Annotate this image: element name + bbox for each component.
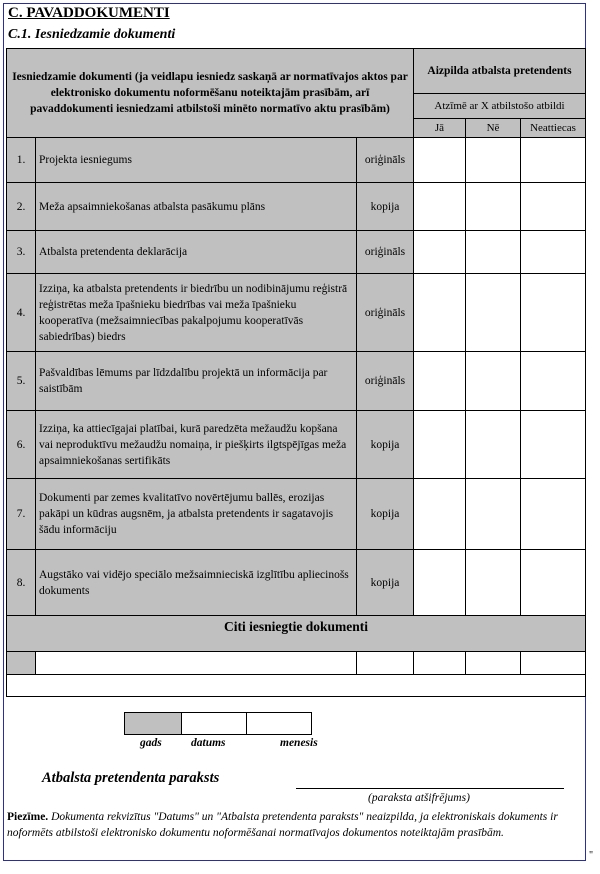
row-num-text: 1. bbox=[16, 154, 26, 166]
row-2-ja-checkbox[interactable] bbox=[413, 182, 466, 231]
row-7-neattiecas-checkbox[interactable] bbox=[520, 478, 586, 550]
row-5-ne-checkbox[interactable] bbox=[465, 351, 521, 411]
row-num-text: 7. bbox=[16, 508, 26, 520]
col-ne-label: Nē bbox=[486, 122, 500, 134]
row-3-type bbox=[356, 230, 414, 274]
row-type-text: oriģināls bbox=[364, 154, 406, 166]
signature-line[interactable] bbox=[296, 788, 564, 789]
row-6-num bbox=[6, 410, 36, 479]
row-desc-text: Projekta iesniegums bbox=[39, 154, 132, 166]
row-8-ja-checkbox[interactable] bbox=[413, 549, 466, 616]
row-3-ja-checkbox[interactable] bbox=[413, 230, 466, 274]
row-type-text: kopija bbox=[370, 200, 400, 213]
date-gads-label: gads bbox=[140, 737, 162, 749]
section-title: C. PAVADDOKUMENTI bbox=[8, 5, 170, 21]
row-type-text: kopija bbox=[370, 438, 400, 451]
citi-row-neattiecas-checkbox[interactable] bbox=[520, 651, 586, 675]
col-ja-label: Jā bbox=[434, 122, 445, 134]
col-ja-header bbox=[413, 118, 466, 138]
row-1-ja-checkbox[interactable] bbox=[413, 137, 466, 183]
row-2-desc bbox=[35, 182, 357, 231]
row-4-num bbox=[6, 273, 36, 352]
row-2-ne-checkbox[interactable] bbox=[465, 182, 521, 231]
row-type-text: kopija bbox=[370, 576, 400, 589]
citi-row-num bbox=[6, 651, 36, 675]
row-desc-text: Meža apsaimniekošanas atbalsta pasākumu plāns bbox=[39, 200, 266, 213]
row-1-type bbox=[356, 137, 414, 183]
row-desc-text: Dokumenti par zemes kvalitatīvo novērtējumu ballēs, erozijas pakāpi un kūdras augsnēm, ja atbalsta pretendents ir sagatavojis šādu informāciju bbox=[39, 492, 334, 536]
row-5-type bbox=[356, 351, 414, 411]
row-5-ja-checkbox[interactable] bbox=[413, 351, 466, 411]
row-1-desc bbox=[35, 137, 357, 183]
col-ne-header bbox=[465, 118, 521, 138]
section-subtitle: C.1. Iesniedzamie dokumenti bbox=[8, 27, 176, 42]
header-main-text: Iesniedzamie dokumenti (ja veidlapu iesniedz saskaņā ar normatīvajos aktos par elektronisko dokumentu noformēšanu noteiktajām prasībām, arī pavaddokumenti iesniedzami atbilstoši minēto normatīvo aktu prasībām) bbox=[12, 71, 408, 115]
signature-label: Atbalsta pretendenta paraksts bbox=[42, 770, 220, 786]
row-3-num bbox=[6, 230, 36, 274]
note bbox=[7, 809, 579, 841]
row-2-type bbox=[356, 182, 414, 231]
row-type-text: oriģināls bbox=[364, 375, 406, 387]
citi-row-desc-input[interactable] bbox=[35, 651, 357, 675]
row-6-ne-checkbox[interactable] bbox=[465, 410, 521, 479]
citi-row-type-input[interactable] bbox=[356, 651, 414, 675]
row-7-num bbox=[6, 478, 36, 550]
row-8-type bbox=[356, 549, 414, 616]
row-num-text: 6. bbox=[16, 438, 26, 451]
row-1-ne-checkbox[interactable] bbox=[465, 137, 521, 183]
row-7-ne-checkbox[interactable] bbox=[465, 478, 521, 550]
header-right-text: Aizpilda atbalsta pretendents bbox=[427, 65, 572, 77]
row-7-desc bbox=[35, 478, 357, 550]
row-6-ja-checkbox[interactable] bbox=[413, 410, 466, 479]
row-num-text: 3. bbox=[16, 246, 26, 258]
row-7-ja-checkbox[interactable] bbox=[413, 478, 466, 550]
header-mark bbox=[413, 93, 586, 119]
row-6-type bbox=[356, 410, 414, 479]
footer-mark: " bbox=[589, 850, 594, 861]
date-datums-field[interactable] bbox=[181, 712, 247, 735]
row-1-num bbox=[6, 137, 36, 183]
row-4-desc bbox=[35, 273, 357, 352]
row-desc-text: Izziņa, ka atbalsta pretendents ir biedrību un nodibinājumu reģistrā reģistrētas meža īpašnieku biedrības vai meža īpašnieku kooperatīva (mežsaimniecības pakalpojumu kooperatīvās sabiedrības) biedrs bbox=[39, 282, 348, 343]
row-2-neattiecas-checkbox[interactable] bbox=[520, 182, 586, 231]
row-desc-text: Augstāko vai vidējo speciālo mežsaimnieciskā izglītību apliecinošs dokuments bbox=[39, 568, 349, 597]
header-main bbox=[6, 48, 414, 138]
note-text: Dokumenta rekvizītus "Datums" un "Atbalsta pretendenta paraksts" neaizpilda, ja elektroniskais dokuments ir noformēts atbilstoši elektronisko dokumentu noformēšanai normatīvajos dokumentos noteiktajām prasībām. bbox=[7, 811, 558, 839]
row-6-desc bbox=[35, 410, 357, 479]
row-7-type bbox=[356, 478, 414, 550]
row-5-desc bbox=[35, 351, 357, 411]
citi-row-ne-checkbox[interactable] bbox=[465, 651, 521, 675]
row-type-text: oriģināls bbox=[364, 306, 406, 319]
row-num-text: 8. bbox=[16, 576, 26, 589]
row-num-text: 4. bbox=[16, 306, 26, 319]
date-gads-field[interactable] bbox=[124, 712, 182, 735]
row-2-num bbox=[6, 182, 36, 231]
row-3-desc bbox=[35, 230, 357, 274]
row-5-neattiecas-checkbox[interactable] bbox=[520, 351, 586, 411]
row-8-desc bbox=[35, 549, 357, 616]
blank-row bbox=[6, 674, 586, 697]
row-4-ja-checkbox[interactable] bbox=[413, 273, 466, 352]
header-mark-text: Atzīmē ar X atbilstošo atbildi bbox=[434, 100, 565, 112]
citi-header-text: Citi iesniegtie dokumenti bbox=[224, 619, 368, 634]
header-right bbox=[413, 48, 586, 94]
col-neattiecas-header bbox=[520, 118, 586, 138]
row-1-neattiecas-checkbox[interactable] bbox=[520, 137, 586, 183]
row-3-neattiecas-checkbox[interactable] bbox=[520, 230, 586, 274]
signature-caption: (paraksta atšifrējums) bbox=[368, 792, 470, 804]
row-desc-text: Pašvaldības lēmums par līdzdalību projektā un informācija par saistībām bbox=[39, 367, 328, 395]
row-6-neattiecas-checkbox[interactable] bbox=[520, 410, 586, 479]
date-menesis-label: menesis bbox=[280, 737, 318, 749]
row-type-text: kopija bbox=[370, 508, 400, 520]
row-8-neattiecas-checkbox[interactable] bbox=[520, 549, 586, 616]
row-5-num bbox=[6, 351, 36, 411]
row-desc-text: Izziņa, ka attiecīgajai platībai, kurā paredzēta mežaudžu kopšana vai neproduktīvu mežaudžu nomaiņa, ir piešķirts ilgtspējīgas meža apsaimniekošanas sertifikāts bbox=[39, 422, 347, 467]
row-4-ne-checkbox[interactable] bbox=[465, 273, 521, 352]
date-datums-label: datums bbox=[191, 737, 226, 749]
row-8-num bbox=[6, 549, 36, 616]
row-3-ne-checkbox[interactable] bbox=[465, 230, 521, 274]
row-4-neattiecas-checkbox[interactable] bbox=[520, 273, 586, 352]
row-desc-text: Atbalsta pretendenta deklarācija bbox=[39, 246, 188, 258]
date-menesis-field[interactable] bbox=[246, 712, 312, 735]
row-type-text: oriģināls bbox=[364, 246, 406, 258]
citi-header bbox=[6, 615, 586, 652]
row-num-text: 2. bbox=[16, 200, 26, 213]
col-neattiecas-label: Neattiecas bbox=[530, 122, 576, 134]
row-4-type bbox=[356, 273, 414, 352]
note-label: Piezīme. bbox=[7, 811, 49, 823]
row-8-ne-checkbox[interactable] bbox=[465, 549, 521, 616]
row-num-text: 5. bbox=[16, 375, 26, 387]
citi-row-ja-checkbox[interactable] bbox=[413, 651, 466, 675]
